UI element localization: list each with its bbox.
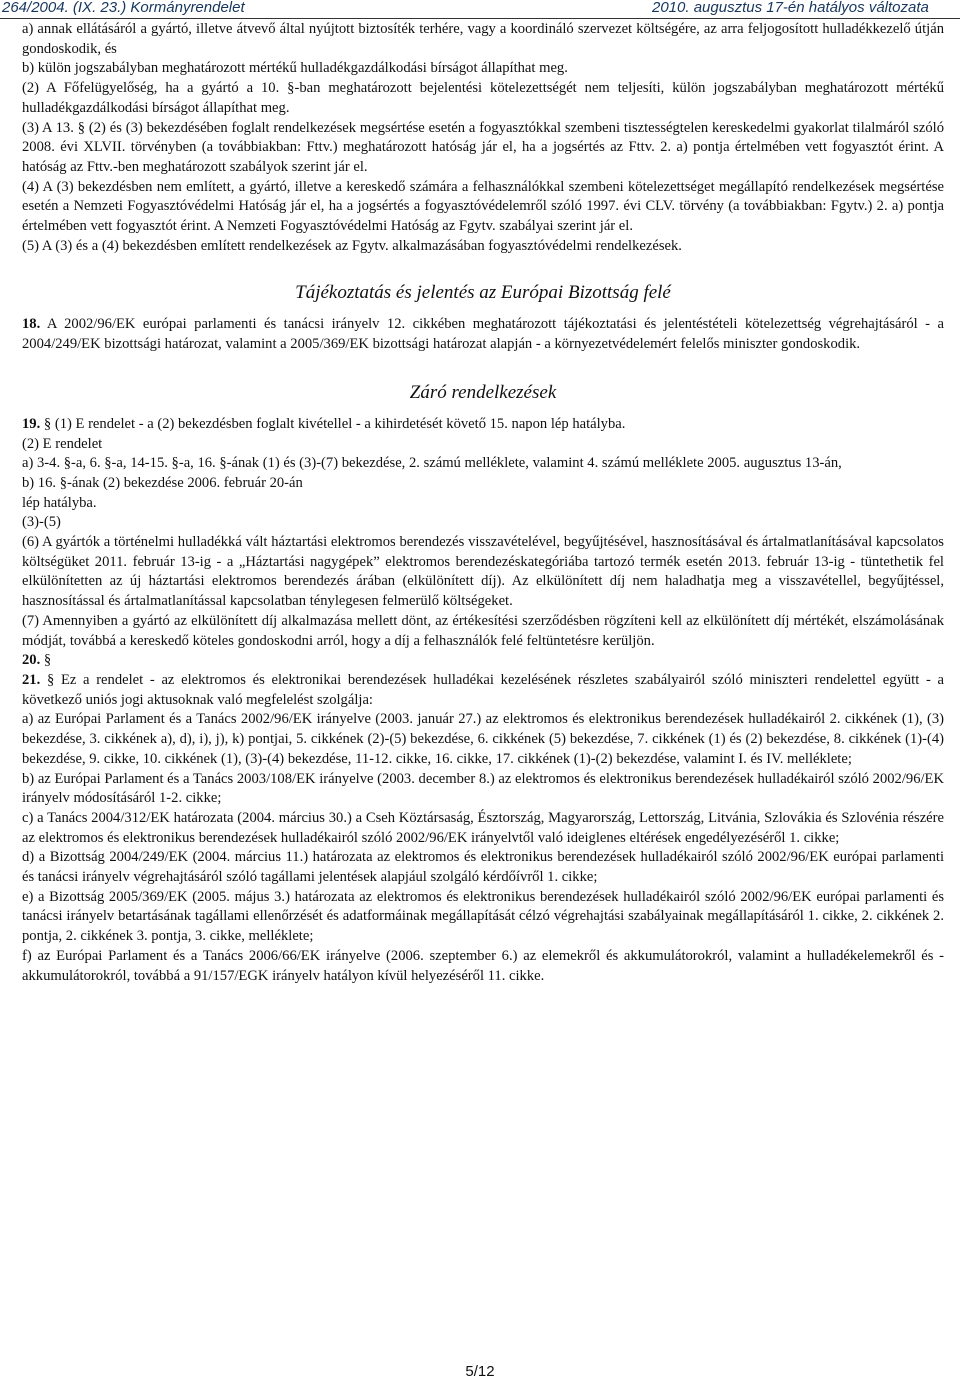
section-number: 21. xyxy=(22,671,41,688)
paragraph-block xyxy=(22,20,944,256)
provision-paragraph xyxy=(22,454,944,474)
provision-text: A 2002/96/EK európai parlamenti és tanácsi irányelv 12. cikkében meghatározott tájékoztatási és jelentéstételi kötelezettség végrehajtásáról - a 2004/249/EK bizottsági határozat, valamint a 2005/369/EK bizottsági határozat alapján - a környezetvédelemért felelős miniszter gondoskodik. xyxy=(22,316,944,353)
provision-text: f) az Európai Parlament és a Tanács 2006/66/EK irányelve (2006. szeptember 6.) az elemekről és akkumulátorokról, valamint a hulladékelemekről és -akkumulátorokról, továbbá a 91/157/EGK irányelv hatályon kívül helyezéséről 11. cikke. xyxy=(22,947,944,984)
provision-paragraph xyxy=(22,671,944,710)
provision-text: a) az Európai Parlament és a Tanács 2002/96/EK irányelve (2003. január 27.) az elektromos és elektronikus berendezések hulladékairól 2. cikkének (1), (3) bekezdése, 3. cikkének a), d), i), j), k) pontjai, 5. cikkének (2)-(5) bekezdése, 6. cikkének (5) bekezdése, 7. cikkének (1) és (2) bekezdése, 8. cikkének (1)-(4) bekezdése, 9. cikke, 10. cikkének (1), (3)-(4) bekezdése, 11-12. cikke, 16. cikke, 17. cikkének (1)-(2) bekezdése, valamint I. és IV. melléklete; xyxy=(22,711,944,767)
provision-paragraph: (5) A (3) és a (4) bekezdésben említett rendelkezések az Fgytv. alkalmazásában fogyasztóvédelmi rendelkezések. xyxy=(22,237,682,254)
provision-paragraph xyxy=(22,415,944,435)
provision-text: d) a Bizottság 2004/249/EK (2004. március 11.) határozata az elektromos és elektronikus berendezések hulladékairól szóló 2002/96/EK európai parlamenti és tanácsi irányelv végrehajtásáról szóló tagállami jelentések alapjául szolgáló kérdőívről 1. cikke; xyxy=(22,849,944,886)
section-number: 18. xyxy=(22,316,41,333)
provision-paragraph xyxy=(22,513,944,533)
provision-paragraph xyxy=(22,315,944,354)
provision-paragraph xyxy=(22,809,944,848)
section-final-provisions-body xyxy=(22,415,944,986)
running-header xyxy=(0,0,960,19)
provision-paragraph xyxy=(22,848,944,887)
section-reporting-body xyxy=(22,315,944,354)
provision-text: a) 3-4. §-a, 6. §-a, 14-15. §-a, 16. §-ának (1) és (3)-(7) bekezdése, 2. számú melléklete, valamint 4. számú melléklete 2005. augusztus 13-án, xyxy=(22,455,842,472)
provision-paragraph xyxy=(22,651,944,671)
provision-paragraph xyxy=(22,888,944,947)
provision-paragraph: a) annak ellátásáról a gyártó, illetve átvevő által nyújtott biztosíték terhére, vagy a koordináló szervezet költségére, az arra feljogosított hulladékkezelő útján gondoskodik, és xyxy=(22,21,944,57)
provision-paragraph: b) külön jogszabályban meghatározott mértékű hulladékgazdálkodási bírságot állapíthat meg. xyxy=(22,60,568,77)
section-heading-reporting: Tájékoztatás és jelentés az Európai Bizottság felé xyxy=(295,282,671,304)
header-version-date: 2010. augusztus 17-én hatályos változata xyxy=(652,0,929,16)
provision-paragraph xyxy=(22,612,944,651)
page-number: 5/12 xyxy=(465,1363,495,1380)
provision-text: c) a Tanács 2004/312/EK határozata (2004. március 30.) a Cseh Köztársaság, Észtország, Magyarország, Lettország, Litvánia, Szlovákia és Szlovénia részére az elektromos és elektronikus berendezések hulladékairól szóló 2002/96/EK irányelvtől való ideiglenes eltérések engedélyezéséről 1. cikke; xyxy=(22,809,944,846)
provision-text: b) 16. §-ának (2) bekezdése 2006. február 20-án xyxy=(22,474,303,491)
section-number: 19. xyxy=(22,415,41,432)
provision-text: e) a Bizottság 2005/369/EK (2005. május 3.) határozata az elektromos és elektronikus berendezések hulladékairól szóló 2002/96/EK európai parlamenti és tanácsi irányelv betartásának tagállami ellenőrzését és adatformáinak megállapítását célzó végrehajtási szabályainak megállapításáról 1. cikke, 2. cikkének 2. pontja, 2. cikkének 3. pontja, 3. cikke, melléklete; xyxy=(22,888,944,945)
document-body xyxy=(22,20,944,986)
provision-text: (3)-(5) xyxy=(22,514,61,531)
provision-paragraph: (3) A 13. § (2) és (3) bekezdésében foglalt rendelkezések megsértése esetén a fogyasztókkal szembeni tisztességtelen kereskedelmi gyakorlat tilalmáról szóló 2008. évi XLVII. törvényben (a továbbiakban: Fttv.) meghatározott hatóság jár el, ha a jogsértés az Fttv. 2. a) pontja értelmében vett fogyasztót érint. A hatóság az Fttv.-ben meghatározott szabályok szerint jár el. xyxy=(22,119,944,175)
provision-paragraph xyxy=(22,474,944,494)
provision-paragraph xyxy=(22,435,944,455)
provision-paragraph: (4) A (3) bekezdésben nem említett, a gyártó, illetve a kereskedő számára a felhasználókkal szembeni kötelezettséget megállapító rendelkezések megsértése esetén a Nemzeti Fogyasztóvédelmi Hatóság jár el, ha a jogsértés a fogyasztóvédelemről szóló 1997. évi CLV. törvény (a továbbiakban: Fgytv.) 2. a) pontja értelmében vett fogyasztót érint. A Nemzeti Fogyasztóvédelmi Hatóság az Fgytv. szabályai szerint jár el. xyxy=(22,178,944,235)
provision-text: § xyxy=(40,652,52,669)
provision-paragraph xyxy=(22,947,944,986)
provision-paragraph xyxy=(22,710,944,769)
provision-paragraph xyxy=(22,770,944,809)
provision-paragraph: (2) A Főfelügyelőség, ha a gyártó a 10. §-ban meghatározott bejelentési kötelezettségét nem teljesíti, külön jogszabályban meghatározott mértékű hulladékgazdálkodási bírságot állapíthat meg. xyxy=(22,80,944,116)
provision-text: b) az Európai Parlament és a Tanács 2003/108/EK irányelve (2003. december 8.) az elektromos és elektronikus berendezések hulladékairól szóló 2002/96/EK irányelv módosításáról 1-2. cikke; xyxy=(22,770,944,807)
section-heading-final-provisions: Záró rendelkezések xyxy=(409,381,557,403)
provision-text: (2) E rendelet xyxy=(22,435,103,452)
provision-text: § Ez a rendelet - az elektromos és elektronikai berendezések hulladékai kezelésének részletes szabályairól szóló miniszteri rendelettel együtt - a következő uniós jogi aktusoknak való megfelelést szolgálja: xyxy=(22,671,944,708)
section-number: 20. xyxy=(22,652,41,669)
provision-paragraph xyxy=(22,494,944,514)
provision-text: § (1) E rendelet - a (2) bekezdésben foglalt kivétellel - a kihirdetését követő 15. napon lép hatályba. xyxy=(40,415,626,432)
provision-text: (7) Amennyiben a gyártó az elkülönített díj alkalmazása mellett dönt, az értékesítési szerződésben rögzíteni kell az elkülönített díj mértékét, elszámolásának módját, továbbá a kereskedő köteles gondoskodni arról, hogy a díj a felhasználók felé feltüntetésre kerüljön. xyxy=(22,612,944,649)
provision-text: lép hatályba. xyxy=(22,494,97,511)
provision-text: (6) A gyártók a történelmi hulladékká vált háztartási elektromos berendezés visszavételével, begyűjtésével, hasznosításával és ártalmatlanításával kapcsolatos költségüket 2011. február 13-ig - a „Háztartási nagygépek” elektromos berendezéskategóriába tartozó termék esetén 2013. február 13-ig - tüntethetik fel elkülönítetten az új háztartási elektromos berendezés árában (elkülönített díj). Az elkülönített díj nem haladhatja meg a visszavétellel, begyűjtéssel, hasznosítással és ártalmatlanítással kapcsolatban ténylegesen felmerülő költségeket. xyxy=(22,534,944,610)
provision-paragraph xyxy=(22,533,944,612)
header-document-title: 264/2004. (IX. 23.) Kormányrendelet xyxy=(2,0,245,16)
